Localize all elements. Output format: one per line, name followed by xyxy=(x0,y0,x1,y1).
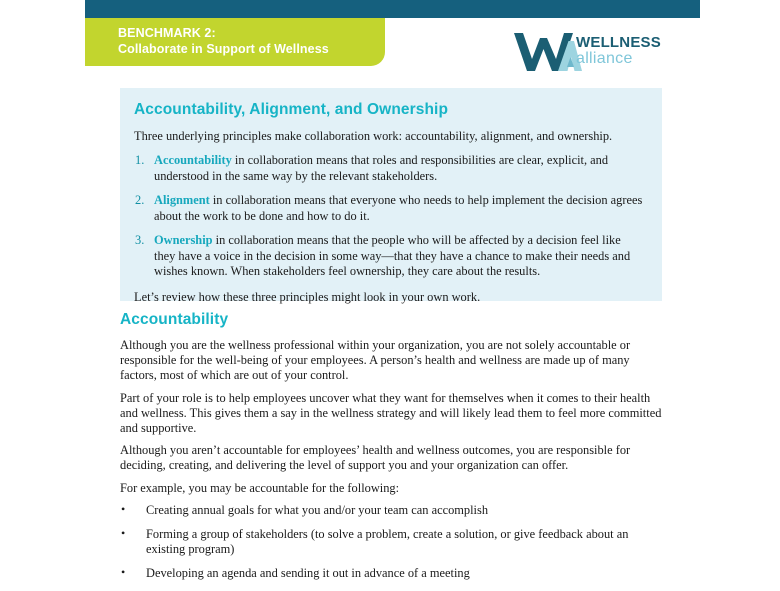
header-top-bar xyxy=(85,0,700,18)
bullet-icon: • xyxy=(121,501,126,516)
list-item xyxy=(134,153,644,184)
list-item xyxy=(120,527,665,557)
list-item-text: Creating annual goals for what you and/or your team can accomplish xyxy=(146,502,489,517)
list-item-term: Alignment xyxy=(154,193,210,207)
list-item-text: Developing an agenda and sending it out in advance of a meeting xyxy=(146,566,470,581)
principles-callout-box xyxy=(120,88,662,304)
logo-wellness-text: WELLNESS xyxy=(576,34,661,51)
logo-mark-icon xyxy=(512,27,582,73)
logo-alliance-text: alliance xyxy=(576,50,633,67)
callout-intro-text: Three underlying principles make collaboration work: accountability, alignment, and ownership. xyxy=(134,129,613,143)
list-item xyxy=(134,233,644,280)
benchmark-label: BENCHMARK 2: xyxy=(118,26,216,40)
bullet-icon: • xyxy=(121,526,126,541)
list-item-term: Ownership xyxy=(154,233,213,247)
list-item-text: in collaboration means that roles and responsibilities are clear, explicit, and understood in the same way by the relevant stakeholders. xyxy=(154,153,609,183)
list-item xyxy=(120,566,665,581)
list-item-number: 2. xyxy=(135,193,145,207)
logo-wordmark xyxy=(576,33,661,67)
wellness-alliance-logo xyxy=(512,26,672,74)
list-item xyxy=(120,503,665,518)
bullet-icon: • xyxy=(121,565,126,580)
list-item-term: Accountability xyxy=(154,153,232,167)
section-paragraph: Although you are the wellness professional within your organization, you are not solely accountable or responsible for the well-being of your employees. A person’s health and wellness are made up of many factors, most of which are out of your control. xyxy=(120,338,631,383)
list-item-number: 1. xyxy=(135,153,145,167)
callout-heading: Accountability, Alignment, and Ownership xyxy=(134,101,449,118)
list-item xyxy=(134,193,644,224)
list-item-text: in collaboration means that everyone who needs to help implement the decision agrees about the work to be done and how to do it. xyxy=(154,193,643,223)
list-item-text: Forming a group of stakeholders (to solve a problem, create a solution, or give feedback about an existing program) xyxy=(146,527,629,557)
benchmark-banner xyxy=(85,18,385,66)
section-paragraph: For example, you may be accountable for the following: xyxy=(120,480,400,495)
principles-list xyxy=(134,153,644,280)
accountability-bullet-list xyxy=(120,503,665,582)
list-item-number: 3. xyxy=(135,233,145,247)
callout-outro-text: Let’s review how these three principles might look in your own work. xyxy=(134,289,481,304)
section-paragraph: Although you aren’t accountable for employees’ health and wellness outcomes, you are responsible for deciding, creating, and delivering the level of support you and your organization can offer. xyxy=(120,443,631,473)
benchmark-title: Collaborate in Support of Wellness xyxy=(118,42,329,56)
list-item-text: in collaboration means that the people who will be affected by a decision feel like they have a voice in the decision in some way—that they have a chance to make their needs and wishes known. When stakeholders feel ownership, they care about the results. xyxy=(154,233,631,278)
section-heading: Accountability xyxy=(120,311,229,328)
accountability-section xyxy=(120,311,665,591)
section-paragraph: Part of your role is to help employees uncover what they want for themselves when it comes to their health and wellness. This gives them a say in the wellness strategy and will likely lead them to feel more committed and supportive. xyxy=(120,390,662,436)
